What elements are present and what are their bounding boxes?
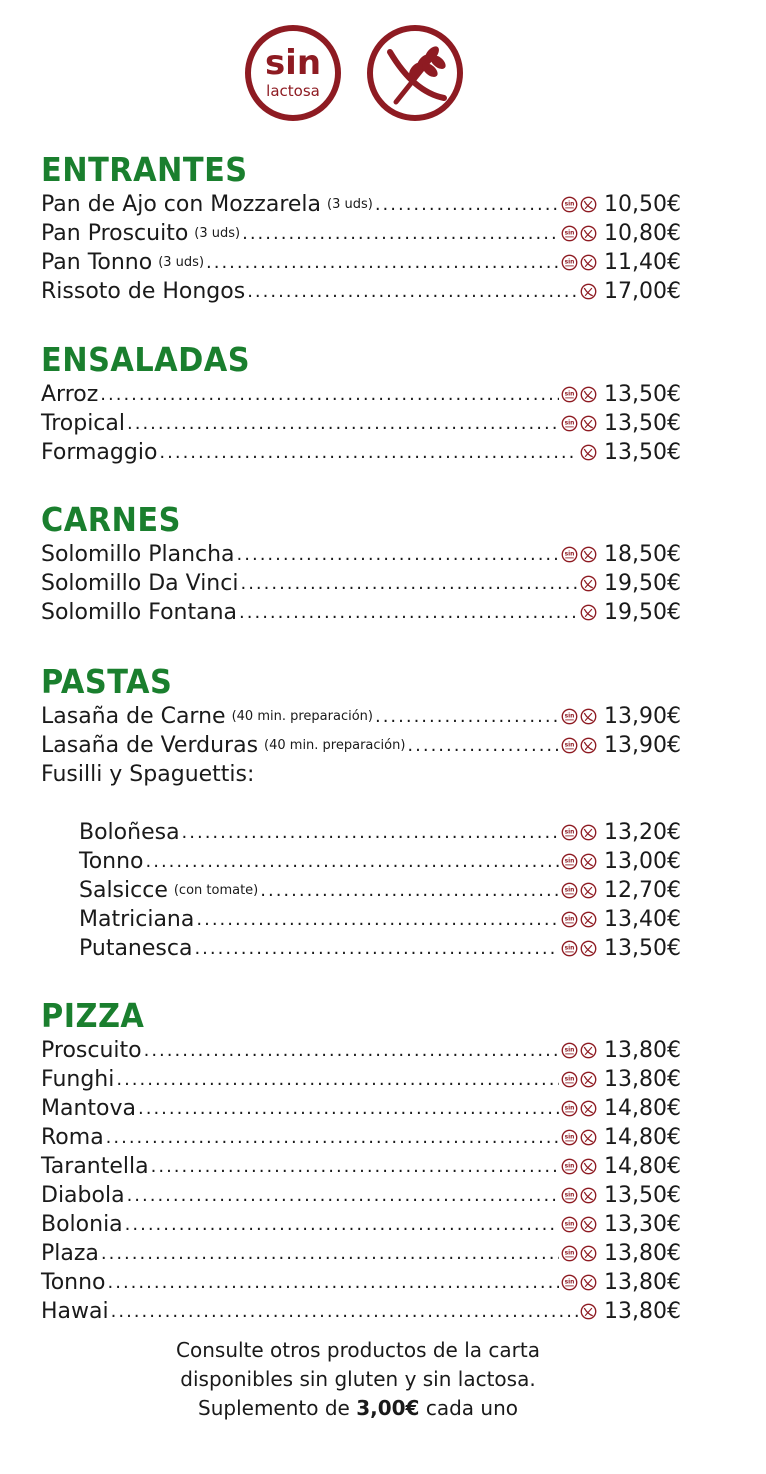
menu-item bbox=[41, 847, 681, 876]
allergen-icons bbox=[561, 1071, 597, 1088]
menu-section bbox=[41, 340, 681, 467]
leader-dots bbox=[100, 380, 559, 409]
svg-text:sin: sin bbox=[564, 390, 575, 398]
allergen-icons bbox=[561, 1100, 597, 1117]
lactose-free-mini-icon bbox=[561, 1274, 578, 1291]
gluten-free-mini-icon bbox=[580, 911, 597, 928]
svg-text:sin: sin bbox=[564, 1046, 575, 1054]
item-name: Pan de Ajo con Mozzarela bbox=[41, 192, 322, 217]
lactose-free-mini-icon bbox=[561, 1216, 578, 1233]
item-price: 19,50€ bbox=[604, 600, 681, 625]
svg-text:sin: sin bbox=[564, 258, 575, 266]
gluten-free-mini-icon bbox=[580, 575, 597, 592]
lactose-free-mini-icon bbox=[561, 1187, 578, 1204]
allergen-icons bbox=[561, 853, 597, 870]
item-name: Roma bbox=[41, 1125, 104, 1150]
item-name: Formaggio bbox=[41, 440, 158, 465]
section-title: PIZZA bbox=[41, 996, 145, 1035]
gluten-free-mini-icon bbox=[580, 1158, 597, 1175]
menu-section bbox=[41, 150, 681, 306]
gluten-free-mini-icon bbox=[580, 604, 597, 621]
svg-text:sin: sin bbox=[564, 1075, 575, 1083]
section-title: ENSALADAS bbox=[41, 340, 251, 379]
leader-dots bbox=[125, 1210, 559, 1239]
lactose-free-mini-icon bbox=[561, 1158, 578, 1175]
lactose-free-mini-icon bbox=[561, 940, 578, 957]
lactose-free-mini-icon bbox=[561, 737, 578, 754]
leader-dots bbox=[127, 1181, 559, 1210]
section-title: ENTRANTES bbox=[41, 150, 248, 189]
footer-line3 bbox=[0, 1394, 716, 1423]
lactose-free-mini-icon bbox=[561, 708, 578, 725]
menu-item bbox=[41, 876, 681, 905]
item-price: 13,50€ bbox=[604, 382, 681, 407]
item-name: Hawai bbox=[41, 1299, 109, 1324]
item-price: 13,00€ bbox=[604, 849, 681, 874]
allergen-icons bbox=[561, 737, 597, 754]
svg-text:sin: sin bbox=[564, 915, 575, 923]
gluten-free-mini-icon bbox=[580, 853, 597, 870]
item-price: 10,80€ bbox=[604, 221, 681, 246]
item-price: 10,50€ bbox=[604, 192, 681, 217]
footer-supplement-amount: 3,00€ bbox=[356, 1396, 420, 1420]
item-name: Funghi bbox=[41, 1067, 115, 1092]
menu-item bbox=[41, 219, 681, 248]
allergen-icons bbox=[561, 386, 597, 403]
item-name: Tropical bbox=[41, 411, 125, 436]
allergen-icons bbox=[561, 708, 597, 725]
svg-text:sin: sin bbox=[564, 1249, 575, 1257]
menu-item bbox=[41, 277, 681, 306]
menu-item bbox=[41, 1094, 681, 1123]
item-name: Solomillo Da Vinci bbox=[41, 571, 239, 596]
menu-item bbox=[41, 818, 681, 847]
gluten-free-mini-icon bbox=[580, 225, 597, 242]
item-price: 14,80€ bbox=[604, 1096, 681, 1121]
item-name: Mantova bbox=[41, 1096, 136, 1121]
item-name: Solomillo Fontana bbox=[41, 600, 238, 625]
item-price: 13,80€ bbox=[604, 1241, 681, 1266]
menu-item bbox=[41, 1036, 681, 1065]
gluten-free-mini-icon bbox=[580, 708, 597, 725]
menu-item bbox=[41, 1152, 681, 1181]
lactose-logo-line1: sin bbox=[264, 43, 322, 83]
lactose-free-mini-icon bbox=[561, 196, 578, 213]
allergen-logos bbox=[244, 24, 468, 124]
gluten-free-mini-icon bbox=[580, 546, 597, 563]
lactose-free-mini-icon bbox=[561, 225, 578, 242]
leader-dots bbox=[407, 731, 559, 760]
item-name: Matriciana bbox=[79, 907, 195, 932]
item-price: 13,50€ bbox=[604, 936, 681, 961]
item-note: (3 uds) bbox=[194, 226, 241, 241]
menu-section bbox=[41, 500, 681, 627]
item-price: 13,90€ bbox=[604, 733, 681, 758]
lactose-free-mini-icon bbox=[561, 911, 578, 928]
allergen-icons bbox=[561, 911, 597, 928]
gluten-free-mini-icon bbox=[580, 444, 597, 461]
item-note: (3 uds) bbox=[327, 197, 373, 212]
item-name: Solomillo Plancha bbox=[41, 542, 235, 567]
gluten-free-mini-icon bbox=[580, 1042, 597, 1059]
item-name: Putanesca bbox=[79, 936, 193, 961]
lactose-free-mini-icon bbox=[561, 853, 578, 870]
item-name: Arroz bbox=[41, 382, 99, 407]
menu-item bbox=[41, 380, 681, 409]
allergen-icons bbox=[561, 1187, 597, 1204]
item-name: Proscuito bbox=[41, 1038, 142, 1063]
leader-dots bbox=[159, 438, 578, 467]
item-name: Tonno bbox=[41, 1270, 106, 1295]
item-note: (40 min. preparación) bbox=[231, 709, 373, 724]
leader-dots bbox=[239, 598, 578, 627]
gluten-free-mini-icon bbox=[580, 1274, 597, 1291]
allergen-icons bbox=[561, 824, 597, 841]
item-name: Tonno bbox=[79, 849, 144, 874]
menu-item bbox=[41, 248, 681, 277]
item-price: 13,50€ bbox=[604, 411, 681, 436]
allergen-icons bbox=[580, 575, 597, 592]
leader-dots bbox=[375, 190, 559, 219]
svg-text:sin: sin bbox=[564, 419, 575, 427]
lactose-free-mini-icon bbox=[561, 546, 578, 563]
leader-dots bbox=[108, 1268, 559, 1297]
menu-item bbox=[41, 438, 681, 467]
item-price: 13,80€ bbox=[604, 1038, 681, 1063]
lactose-free-mini-icon bbox=[561, 1071, 578, 1088]
leader-dots bbox=[151, 1152, 559, 1181]
menu-item bbox=[41, 1297, 681, 1326]
item-price: 17,00€ bbox=[604, 279, 681, 304]
menu-item bbox=[41, 569, 681, 598]
item-price: 11,40€ bbox=[604, 250, 681, 275]
menu-item bbox=[41, 1268, 681, 1297]
gluten-free-mini-icon bbox=[580, 737, 597, 754]
leader-dots bbox=[101, 1239, 559, 1268]
lactose-free-mini-icon bbox=[561, 1042, 578, 1059]
gluten-free-mini-icon bbox=[580, 1129, 597, 1146]
gluten-free-mini-icon bbox=[580, 415, 597, 432]
menu-item bbox=[41, 409, 681, 438]
item-price: 18,50€ bbox=[604, 542, 681, 567]
svg-text:sin: sin bbox=[564, 741, 575, 749]
leader-dots bbox=[240, 569, 578, 598]
svg-text:sin: sin bbox=[564, 1278, 575, 1286]
footer-line1: Consulte otros productos de la carta bbox=[176, 1338, 540, 1362]
svg-text:sin: sin bbox=[564, 944, 575, 952]
leader-dots bbox=[260, 876, 559, 905]
leader-dots bbox=[146, 847, 559, 876]
leader-dots bbox=[182, 818, 559, 847]
section-title: PASTAS bbox=[41, 662, 173, 701]
gluten-free-mini-icon bbox=[580, 1187, 597, 1204]
leader-dots bbox=[106, 1123, 559, 1152]
item-name: Diabola bbox=[41, 1183, 125, 1208]
gluten-free-mini-icon bbox=[580, 196, 597, 213]
item-price: 13,50€ bbox=[604, 1183, 681, 1208]
gluten-free-mini-icon bbox=[580, 882, 597, 899]
item-note: (con tomate) bbox=[173, 883, 259, 898]
allergen-icons bbox=[561, 1129, 597, 1146]
footer-note bbox=[0, 1336, 716, 1423]
item-price: 12,70€ bbox=[604, 878, 681, 903]
item-price: 19,50€ bbox=[604, 571, 681, 596]
leader-dots bbox=[196, 905, 559, 934]
leader-dots bbox=[237, 540, 559, 569]
menu-item bbox=[41, 1239, 681, 1268]
menu-section bbox=[41, 996, 681, 1326]
item-name: Bolonia bbox=[41, 1212, 123, 1237]
footer-line3-suffix: cada uno bbox=[425, 1396, 518, 1420]
allergen-icons bbox=[580, 604, 597, 621]
lactose-free-mini-icon bbox=[561, 254, 578, 271]
item-name: Lasaña de Verduras bbox=[41, 733, 259, 758]
lactose-free-mini-icon bbox=[561, 1129, 578, 1146]
menu-item bbox=[41, 1210, 681, 1239]
lactose-free-logo bbox=[244, 24, 342, 122]
gluten-free-mini-icon bbox=[580, 940, 597, 957]
allergen-icons bbox=[580, 1303, 597, 1320]
lactose-free-mini-icon bbox=[561, 824, 578, 841]
item-note: (40 min. preparación) bbox=[264, 738, 406, 753]
lactose-free-mini-icon bbox=[561, 386, 578, 403]
item-price: 14,80€ bbox=[604, 1154, 681, 1179]
item-name: Boloñesa bbox=[79, 820, 180, 845]
item-name: Pan Proscuito bbox=[41, 221, 189, 246]
svg-text:sin: sin bbox=[564, 1162, 575, 1170]
footer-line2: disponibles sin gluten y sin lactosa. bbox=[180, 1367, 536, 1391]
item-name: Plaza bbox=[41, 1241, 99, 1266]
gluten-free-mini-icon bbox=[580, 1071, 597, 1088]
allergen-icons bbox=[561, 415, 597, 432]
menu-item bbox=[41, 702, 681, 731]
lactose-free-mini-icon bbox=[561, 1245, 578, 1262]
leader-dots bbox=[138, 1094, 559, 1123]
leader-dots bbox=[116, 1065, 559, 1094]
item-price: 13,50€ bbox=[604, 440, 681, 465]
gluten-free-mini-icon bbox=[580, 1100, 597, 1117]
menu-item bbox=[41, 1065, 681, 1094]
leader-dots bbox=[206, 248, 559, 277]
gluten-free-mini-icon bbox=[580, 254, 597, 271]
lactose-free-mini-icon bbox=[561, 1100, 578, 1117]
allergen-icons bbox=[561, 940, 597, 957]
item-name: Tarantella bbox=[41, 1154, 149, 1179]
allergen-icons bbox=[561, 1245, 597, 1262]
item-name: Pan Tonno bbox=[41, 250, 153, 275]
allergen-icons bbox=[561, 546, 597, 563]
item-name: Rissoto de Hongos bbox=[41, 279, 246, 304]
spacer bbox=[41, 789, 681, 818]
item-note: (3 uds) bbox=[158, 255, 205, 270]
svg-text:sin: sin bbox=[564, 200, 575, 208]
allergen-icons bbox=[580, 444, 597, 461]
menu-item bbox=[41, 731, 681, 760]
svg-text:sin: sin bbox=[564, 1191, 575, 1199]
gluten-free-mini-icon bbox=[580, 824, 597, 841]
item-price: 14,80€ bbox=[604, 1125, 681, 1150]
menu-section bbox=[41, 662, 681, 963]
leader-dots bbox=[375, 702, 559, 731]
svg-text:sin: sin bbox=[564, 857, 575, 865]
item-price: 13,80€ bbox=[604, 1270, 681, 1295]
item-price: 13,90€ bbox=[604, 704, 681, 729]
allergen-icons bbox=[561, 1042, 597, 1059]
section-title: CARNES bbox=[41, 500, 181, 539]
footer-line3-prefix: Suplemento de bbox=[198, 1396, 350, 1420]
leader-dots bbox=[242, 219, 559, 248]
gluten-free-mini-icon bbox=[580, 1245, 597, 1262]
lactose-free-mini-icon bbox=[561, 415, 578, 432]
leader-dots bbox=[144, 1036, 559, 1065]
leader-dots bbox=[127, 409, 559, 438]
item-price: 13,40€ bbox=[604, 907, 681, 932]
lactose-logo-line2: lactosa bbox=[266, 82, 320, 100]
gluten-free-mini-icon bbox=[580, 1303, 597, 1320]
allergen-icons bbox=[561, 254, 597, 271]
allergen-icons bbox=[561, 1216, 597, 1233]
crossed-wheat-icon bbox=[366, 24, 464, 122]
item-price: 13,20€ bbox=[604, 820, 681, 845]
menu-item bbox=[41, 540, 681, 569]
lactose-free-mini-icon bbox=[561, 882, 578, 899]
menu-item bbox=[41, 1181, 681, 1210]
allergen-icons bbox=[561, 882, 597, 899]
item-name: Salsicce bbox=[79, 878, 168, 903]
item-price: 13,80€ bbox=[604, 1299, 681, 1324]
svg-text:sin: sin bbox=[564, 550, 575, 558]
svg-text:sin: sin bbox=[564, 828, 575, 836]
svg-text:sin: sin bbox=[564, 886, 575, 894]
item-price: 13,80€ bbox=[604, 1067, 681, 1092]
allergen-icons bbox=[561, 1158, 597, 1175]
leader-dots bbox=[111, 1297, 578, 1326]
leader-dots bbox=[247, 277, 578, 306]
allergen-icons bbox=[561, 1274, 597, 1291]
subsection-heading: Fusilli y Spaguettis: bbox=[41, 762, 255, 787]
menu-item bbox=[41, 905, 681, 934]
gluten-free-mini-icon bbox=[580, 1216, 597, 1233]
allergen-icons bbox=[561, 225, 597, 242]
svg-text:sin: sin bbox=[564, 1104, 575, 1112]
allergen-icons bbox=[561, 196, 597, 213]
menu-item bbox=[41, 598, 681, 627]
gluten-free-mini-icon bbox=[580, 386, 597, 403]
svg-text:sin: sin bbox=[564, 1220, 575, 1228]
menu-item bbox=[41, 934, 681, 963]
allergen-icons bbox=[580, 283, 597, 300]
svg-text:sin: sin bbox=[564, 1133, 575, 1141]
leader-dots bbox=[194, 934, 559, 963]
menu-item bbox=[41, 1123, 681, 1152]
svg-text:sin: sin bbox=[564, 229, 575, 237]
gluten-free-mini-icon bbox=[580, 283, 597, 300]
svg-text:sin: sin bbox=[564, 712, 575, 720]
item-name: Lasaña de Carne bbox=[41, 704, 226, 729]
menu-item bbox=[41, 190, 681, 219]
item-price: 13,30€ bbox=[604, 1212, 681, 1237]
